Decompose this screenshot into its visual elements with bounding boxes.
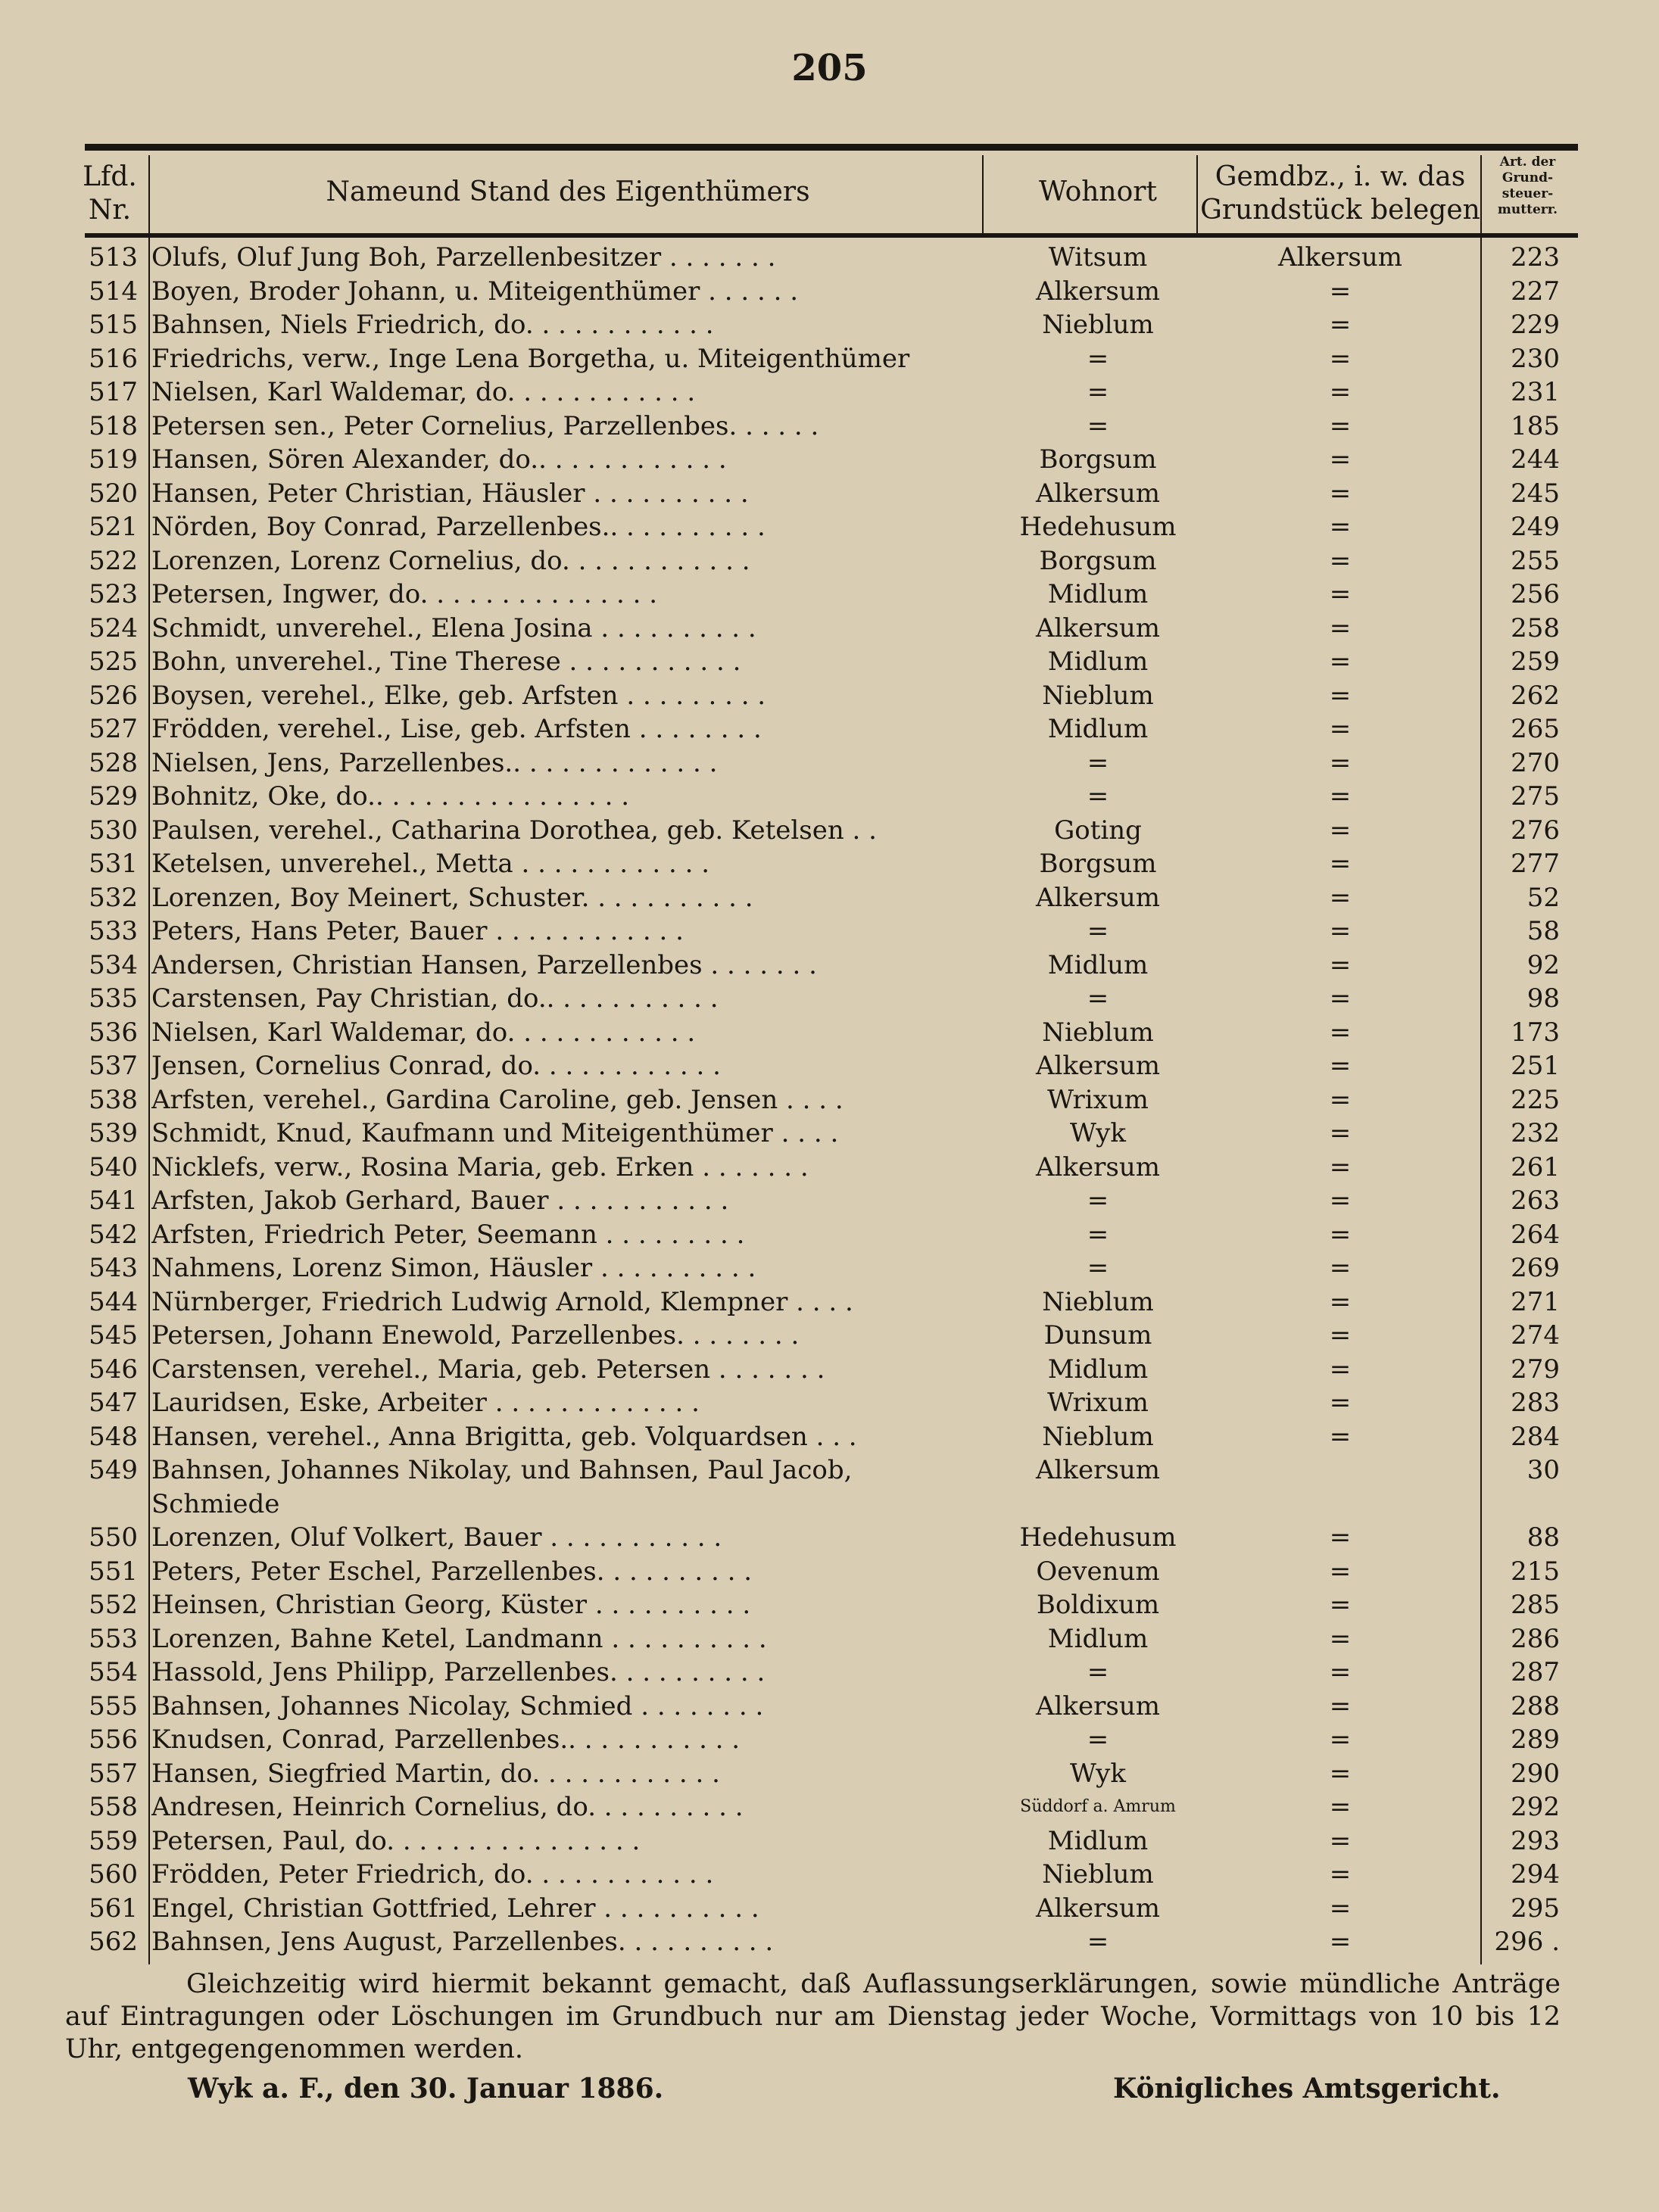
row-number: 532 (89, 882, 138, 913)
row-number: 556 (89, 1724, 138, 1755)
owner-name: Andresen, Heinrich Cornelius, do. . . . . . . . . . (151, 1792, 744, 1822)
row-number: 535 (89, 983, 138, 1014)
owner-name: Nicklefs, verw., Rosina Maria, geb. Erken . . . . . . . (151, 1151, 809, 1182)
municipality: = (1329, 747, 1352, 778)
owner-name: Frödden, Peter Friedrich, do. . . . . . . . . . . . (151, 1859, 714, 1890)
owner-name: Arfsten, Jakob Gerhard, Bauer . . . . . . . . . . . (151, 1185, 729, 1216)
owner-name: Jensen, Cornelius Conrad, do. . . . . . . . . . . . (151, 1051, 721, 1081)
residence: Alkersum (1036, 478, 1160, 509)
residence: = (1087, 343, 1109, 374)
tax-article: 279 (1511, 1354, 1560, 1385)
tax-article: 265 (1511, 714, 1560, 744)
row-number: 540 (89, 1151, 138, 1182)
residence: Borgsum (1039, 849, 1157, 879)
row-number: 518 (89, 410, 138, 441)
municipality: = (1329, 1590, 1352, 1620)
tax-article: 295 (1511, 1893, 1560, 1924)
tax-article: 288 (1511, 1690, 1560, 1721)
row-number: 553 (89, 1623, 138, 1654)
row-number: 527 (89, 714, 138, 744)
residence: Alkersum (1036, 276, 1160, 307)
municipality: = (1329, 1017, 1352, 1048)
owner-name: Petersen sen., Peter Cornelius, Parzellenbes. . . . . . (151, 410, 819, 441)
municipality: = (1329, 1253, 1352, 1283)
residence: Oevenum (1036, 1556, 1160, 1587)
owner-name: Lorenzen, Lorenz Cornelius, do. . . . . . . . . . . . (151, 545, 750, 576)
residence: Midlum (1047, 646, 1149, 677)
tax-article: 270 (1511, 747, 1560, 778)
row-number: 543 (89, 1253, 138, 1283)
owner-name: Carstensen, verehel., Maria, geb. Petersen . . . . . . . (151, 1354, 825, 1385)
municipality: = (1329, 1084, 1352, 1115)
row-number: 521 (89, 512, 138, 542)
residence: = (1087, 1927, 1109, 1957)
tax-article: 88 (1526, 1522, 1560, 1553)
municipality: = (1329, 882, 1352, 913)
row-number: 558 (89, 1792, 138, 1822)
owner-name: Petersen, Paul, do. . . . . . . . . . . . . . . . (151, 1825, 641, 1856)
header-art-line2: Grund- (1502, 170, 1554, 185)
row-number: 523 (89, 579, 138, 609)
municipality: = (1329, 1219, 1352, 1250)
tax-article: 251 (1511, 1051, 1560, 1081)
row-number: 516 (89, 343, 138, 374)
tax-article: 225 (1511, 1084, 1560, 1115)
row-number: 531 (89, 849, 138, 879)
row-number: 562 (89, 1927, 138, 1957)
footer-notice (65, 1968, 1561, 2066)
owner-name: Hansen, verehel., Anna Brigitta, geb. Volquardsen . . . (151, 1421, 857, 1452)
residence: Midlum (1047, 1354, 1149, 1385)
municipality: = (1329, 478, 1352, 509)
residence: = (1087, 1657, 1109, 1687)
residence: Wyk (1069, 1758, 1126, 1789)
residence: Midlum (1047, 949, 1149, 980)
row-number: 533 (89, 916, 138, 946)
municipality: = (1329, 310, 1352, 340)
residence: Alkersum (1036, 1151, 1160, 1182)
header-art (1484, 154, 1571, 218)
residence: Nieblum (1042, 1286, 1154, 1317)
row-number: 525 (89, 646, 138, 677)
municipality: = (1329, 1556, 1352, 1587)
residence: Midlum (1047, 714, 1149, 744)
municipality: = (1329, 1690, 1352, 1721)
municipality: = (1329, 579, 1352, 609)
municipality: = (1329, 1286, 1352, 1317)
row-number: 538 (89, 1084, 138, 1115)
owner-name: Hansen, Peter Christian, Häusler . . . . . . . . . . (151, 478, 749, 509)
residence: Midlum (1047, 1623, 1149, 1654)
municipality: = (1329, 949, 1352, 980)
municipality: = (1329, 1825, 1352, 1856)
municipality: = (1329, 849, 1352, 879)
residence: Wrixum (1047, 1084, 1149, 1115)
residence: Witsum (1048, 242, 1148, 273)
row-number: 528 (89, 747, 138, 778)
owner-name: Peters, Hans Peter, Bauer . . . . . . . . . . . . (151, 916, 684, 946)
municipality: = (1329, 1657, 1352, 1687)
residence: Hedehusum (1019, 1522, 1177, 1553)
owner-name: Bahnsen, Johannes Nikolay, und Bahnsen, Paul Jacob, (151, 1455, 853, 1485)
tax-article: 30 (1526, 1455, 1560, 1485)
municipality: = (1329, 1118, 1352, 1148)
header-gem-line1: Gemdbz., i. w. das (1215, 161, 1466, 192)
municipality: = (1329, 983, 1352, 1014)
row-number: 544 (89, 1286, 138, 1317)
residence: = (1087, 1724, 1109, 1755)
owner-name: Boysen, verehel., Elke, geb. Arfsten . . . . . . . . . (151, 680, 766, 711)
tax-article: 262 (1511, 680, 1560, 711)
row-number: 541 (89, 1185, 138, 1216)
row-number: 550 (89, 1522, 138, 1553)
owner-name: Hansen, Sören Alexander, do.. . . . . . . . . . . . (151, 444, 727, 475)
residence: = (1087, 781, 1109, 812)
tax-article: 92 (1526, 949, 1560, 980)
owner-name: Friedrichs, verw., Inge Lena Borgetha, u. Miteigenthümer (151, 343, 910, 374)
residence: Hedehusum (1019, 512, 1177, 542)
tax-article: 259 (1511, 646, 1560, 677)
municipality: = (1329, 1893, 1352, 1924)
residence: Süddorf a. Amrum (1020, 1797, 1176, 1816)
tax-article: 185 (1511, 410, 1560, 441)
tax-article: 287 (1511, 1657, 1560, 1687)
row-number: 529 (89, 781, 138, 812)
residence: = (1087, 747, 1109, 778)
owner-name: Olufs, Oluf Jung Boh, Parzellenbesitzer . . . . . . . (151, 242, 776, 273)
municipality: = (1329, 612, 1352, 643)
residence: Nieblum (1042, 310, 1154, 340)
municipality: = (1329, 512, 1352, 542)
owner-name: Schmiede (151, 1488, 280, 1519)
owner-name: Engel, Christian Gottfried, Lehrer . . . . . . . . . . (151, 1893, 759, 1924)
residence: = (1087, 983, 1109, 1014)
header-art-line1: Art. der (1499, 154, 1556, 170)
tax-article: 58 (1526, 916, 1560, 946)
row-number: 546 (89, 1354, 138, 1385)
tax-article: 293 (1511, 1825, 1560, 1856)
tax-article: 98 (1526, 983, 1560, 1014)
residence: Alkersum (1036, 1690, 1160, 1721)
row-number: 539 (89, 1118, 138, 1148)
tax-article: 271 (1511, 1286, 1560, 1317)
owner-name: Bahnsen, Niels Friedrich, do. . . . . . . . . . . . (151, 310, 714, 340)
row-number: 520 (89, 478, 138, 509)
owner-name: Paulsen, verehel., Catharina Dorothea, geb. Ketelsen . . (151, 815, 877, 846)
owner-name: Nielsen, Karl Waldemar, do. . . . . . . . . . . . (151, 377, 696, 407)
tax-article: 258 (1511, 612, 1560, 643)
residence: Alkersum (1036, 882, 1160, 913)
residence: Borgsum (1039, 444, 1157, 475)
header-nr (68, 160, 151, 227)
footer-notice-text: Gleichzeitig wird hiermit bekannt gemacht, daß Auflassungserklärungen, sowie mündliche Anträge auf Eintragungen oder Löschungen im Grundbuch nur am Dienstag jeder Woche, Vormittags von 10 bis 12 Uhr, entgegengenommen werden. (65, 1969, 1561, 2064)
header-art-line3: steuer- (1502, 186, 1554, 201)
owner-name: Petersen, Johann Enewold, Parzellenbes. . . . . . . . (151, 1320, 800, 1351)
residence: Wyk (1069, 1118, 1126, 1148)
residence: Nieblum (1042, 1017, 1154, 1048)
residence: Midlum (1047, 1825, 1149, 1856)
owner-name: Nielsen, Jens, Parzellenbes.. . . . . . . . . . . . . (151, 747, 718, 778)
municipality: = (1329, 1354, 1352, 1385)
owner-name: Schmidt, Knud, Kaufmann und Miteigenthümer . . . . (151, 1118, 839, 1148)
tax-article: 274 (1511, 1320, 1560, 1351)
municipality: = (1329, 1758, 1352, 1789)
row-number: 545 (89, 1320, 138, 1351)
tax-article: 296 . (1494, 1927, 1560, 1957)
owner-name: Andersen, Christian Hansen, Parzellenbes . . . . . . . (151, 949, 817, 980)
row-number: 536 (89, 1017, 138, 1048)
owner-name: Knudsen, Conrad, Parzellenbes.. . . . . . . . . . . (151, 1724, 741, 1755)
owner-name: Boyen, Broder Johann, u. Miteigenthümer . . . . . . (151, 276, 799, 307)
owner-name: Heinsen, Christian Georg, Küster . . . . . . . . . . (151, 1590, 751, 1620)
row-number: 530 (89, 815, 138, 846)
tax-article: 290 (1511, 1758, 1560, 1789)
tax-article: 292 (1511, 1792, 1560, 1822)
tax-article: 284 (1511, 1421, 1560, 1452)
row-number: 526 (89, 680, 138, 711)
tax-article: 231 (1511, 377, 1560, 407)
tax-article: 215 (1511, 1556, 1560, 1587)
owner-name: Schmidt, unverehel., Elena Josina . . . . . . . . . . (151, 612, 756, 643)
municipality: = (1329, 343, 1352, 374)
tax-article: 264 (1511, 1219, 1560, 1250)
owner-name: Arfsten, Friedrich Peter, Seemann . . . . . . . . . (151, 1219, 745, 1250)
tax-article: 269 (1511, 1253, 1560, 1283)
tax-article: 227 (1511, 276, 1560, 307)
tax-article: 277 (1511, 849, 1560, 879)
owner-name: Nahmens, Lorenz Simon, Häusler . . . . . . . . . . (151, 1253, 756, 1283)
residence: Midlum (1047, 579, 1149, 609)
tax-article: 294 (1511, 1859, 1560, 1890)
owner-name: Lauridsen, Eske, Arbeiter . . . . . . . . . . . . . (151, 1388, 700, 1418)
owner-name: Peters, Peter Eschel, Parzellenbes. . . . . . . . . . (151, 1556, 753, 1587)
row-number: 534 (89, 949, 138, 980)
residence: Nieblum (1042, 1421, 1154, 1452)
owner-name: Nörden, Boy Conrad, Parzellenbes.. . . . . . . . . . (151, 512, 766, 542)
row-number: 557 (89, 1758, 138, 1789)
municipality: = (1329, 1320, 1352, 1351)
residence: Boldixum (1036, 1590, 1160, 1620)
residence: = (1087, 1253, 1109, 1283)
tax-article: 244 (1511, 444, 1560, 475)
owner-name: Arfsten, verehel., Gardina Caroline, geb. Jensen . . . . (151, 1084, 844, 1115)
row-number: 514 (89, 276, 138, 307)
row-number: 524 (89, 612, 138, 643)
row-number: 542 (89, 1219, 138, 1250)
owner-name: Lorenzen, Boy Meinert, Schuster. . . . . . . . . . . (151, 882, 753, 913)
header-ort: Wohnort (1039, 176, 1157, 207)
tax-article: 263 (1511, 1185, 1560, 1216)
row-number: 519 (89, 444, 138, 475)
row-number: 515 (89, 310, 138, 340)
municipality: = (1329, 410, 1352, 441)
residence: Borgsum (1039, 545, 1157, 576)
owner-name: Nürnberger, Friedrich Ludwig Arnold, Klempner . . . . (151, 1286, 853, 1317)
owner-name: Hassold, Jens Philipp, Parzellenbes. . . . . . . . . . (151, 1657, 766, 1687)
municipality: = (1329, 916, 1352, 946)
municipality: = (1329, 1151, 1352, 1182)
municipality: = (1329, 545, 1352, 576)
tax-article: 261 (1511, 1151, 1560, 1182)
municipality: = (1329, 646, 1352, 677)
tax-article: 229 (1511, 310, 1560, 340)
owner-name: Bahnsen, Jens August, Parzellenbes. . . . . . . . . . (151, 1927, 774, 1957)
table-header-rule (85, 233, 1578, 238)
column-divider-ort (1196, 155, 1198, 233)
municipality: = (1329, 1522, 1352, 1553)
residence: = (1087, 410, 1109, 441)
column-divider-name (982, 155, 984, 233)
residence: Wrixum (1047, 1388, 1149, 1418)
place-date: Wyk a. F., den 30. Januar 1886. (188, 2073, 664, 2105)
owner-name: Petersen, Ingwer, do. . . . . . . . . . . . . . . (151, 579, 658, 609)
tax-article: 285 (1511, 1590, 1560, 1620)
residence: Goting (1054, 815, 1142, 846)
tax-article: 276 (1511, 815, 1560, 846)
residence: Dunsum (1043, 1320, 1152, 1351)
municipality: = (1329, 1859, 1352, 1890)
owner-name: Nielsen, Karl Waldemar, do. . . . . . . . . . . . (151, 1017, 696, 1048)
row-number: 548 (89, 1421, 138, 1452)
municipality: = (1329, 680, 1352, 711)
tax-article: 256 (1511, 579, 1560, 609)
header-art-line4: mutterr. (1497, 202, 1558, 217)
municipality: = (1329, 444, 1352, 475)
municipality: = (1329, 1421, 1352, 1452)
municipality: = (1329, 1051, 1352, 1081)
owner-name: Bahnsen, Johannes Nicolay, Schmied . . . . . . . . (151, 1690, 764, 1721)
tax-article: 283 (1511, 1388, 1560, 1418)
tax-article: 230 (1511, 343, 1560, 374)
row-number: 513 (89, 242, 138, 273)
owner-name: Ketelsen, unverehel., Metta . . . . . . . . . . . . (151, 849, 710, 879)
residence: Alkersum (1036, 612, 1160, 643)
residence: = (1087, 1219, 1109, 1250)
row-number: 517 (89, 377, 138, 407)
residence: = (1087, 916, 1109, 946)
municipality: = (1329, 276, 1352, 307)
residence: Nieblum (1042, 680, 1154, 711)
municipality: = (1329, 1388, 1352, 1418)
row-number: 551 (89, 1556, 138, 1587)
tax-article: 173 (1511, 1017, 1560, 1048)
page-number: 205 (791, 47, 868, 89)
row-number: 537 (89, 1051, 138, 1081)
residence: = (1087, 377, 1109, 407)
row-number: 560 (89, 1859, 138, 1890)
municipality: Alkersum (1278, 242, 1402, 273)
owner-name: Frödden, verehel., Lise, geb. Arfsten . . . . . . . . (151, 714, 762, 744)
tax-article: 223 (1511, 242, 1560, 273)
row-number: 549 (89, 1455, 138, 1485)
owner-name: Lorenzen, Oluf Volkert, Bauer . . . . . . . . . . . (151, 1522, 722, 1553)
municipality: = (1329, 1185, 1352, 1216)
tax-article: 245 (1511, 478, 1560, 509)
owner-name: Bohnitz, Oke, do.. . . . . . . . . . . . . . . . (151, 781, 630, 812)
owner-name: Lorenzen, Bahne Ketel, Landmann . . . . . . . . . . (151, 1623, 767, 1654)
row-number: 552 (89, 1590, 138, 1620)
header-nr-line2: Nr. (88, 195, 132, 226)
header-nr-line1: Lfd. (83, 161, 137, 192)
tax-article: 255 (1511, 545, 1560, 576)
row-number: 559 (89, 1825, 138, 1856)
residence: = (1087, 1185, 1109, 1216)
residence: Alkersum (1036, 1051, 1160, 1081)
table-top-rule (85, 144, 1578, 151)
municipality: = (1329, 714, 1352, 744)
column-divider-nr (148, 155, 150, 1964)
owner-name: Bohn, unverehel., Tine Therese . . . . . . . . . . . (151, 646, 741, 677)
municipality: = (1329, 1724, 1352, 1755)
owner-name: Carstensen, Pay Christian, do.. . . . . . . . . . . (151, 983, 719, 1014)
municipality: = (1329, 815, 1352, 846)
row-number: 554 (89, 1657, 138, 1687)
owner-name: Hansen, Siegfried Martin, do. . . . . . . . . . . . (151, 1758, 720, 1789)
row-number: 561 (89, 1893, 138, 1924)
tax-article: 286 (1511, 1623, 1560, 1654)
row-number: 547 (89, 1388, 138, 1418)
municipality: = (1329, 377, 1352, 407)
municipality: = (1329, 1927, 1352, 1957)
court-signature: Königliches Amtsgericht. (1113, 2073, 1501, 2105)
header-name: Nameund Stand des Eigenthümers (326, 176, 810, 207)
municipality: = (1329, 1623, 1352, 1654)
residence: Alkersum (1036, 1455, 1160, 1485)
row-number: 555 (89, 1690, 138, 1721)
header-gem (1200, 160, 1480, 227)
tax-article: 289 (1511, 1724, 1560, 1755)
municipality: = (1329, 1792, 1352, 1822)
header-gem-line2: Grundstück belegen (1200, 195, 1480, 226)
residence: Nieblum (1042, 1859, 1154, 1890)
tax-article: 275 (1511, 781, 1560, 812)
municipality: = (1329, 781, 1352, 812)
tax-article: 232 (1511, 1118, 1560, 1148)
tax-article: 249 (1511, 512, 1560, 542)
residence: Alkersum (1036, 1893, 1160, 1924)
row-number: 522 (89, 545, 138, 576)
tax-article: 52 (1526, 882, 1560, 913)
